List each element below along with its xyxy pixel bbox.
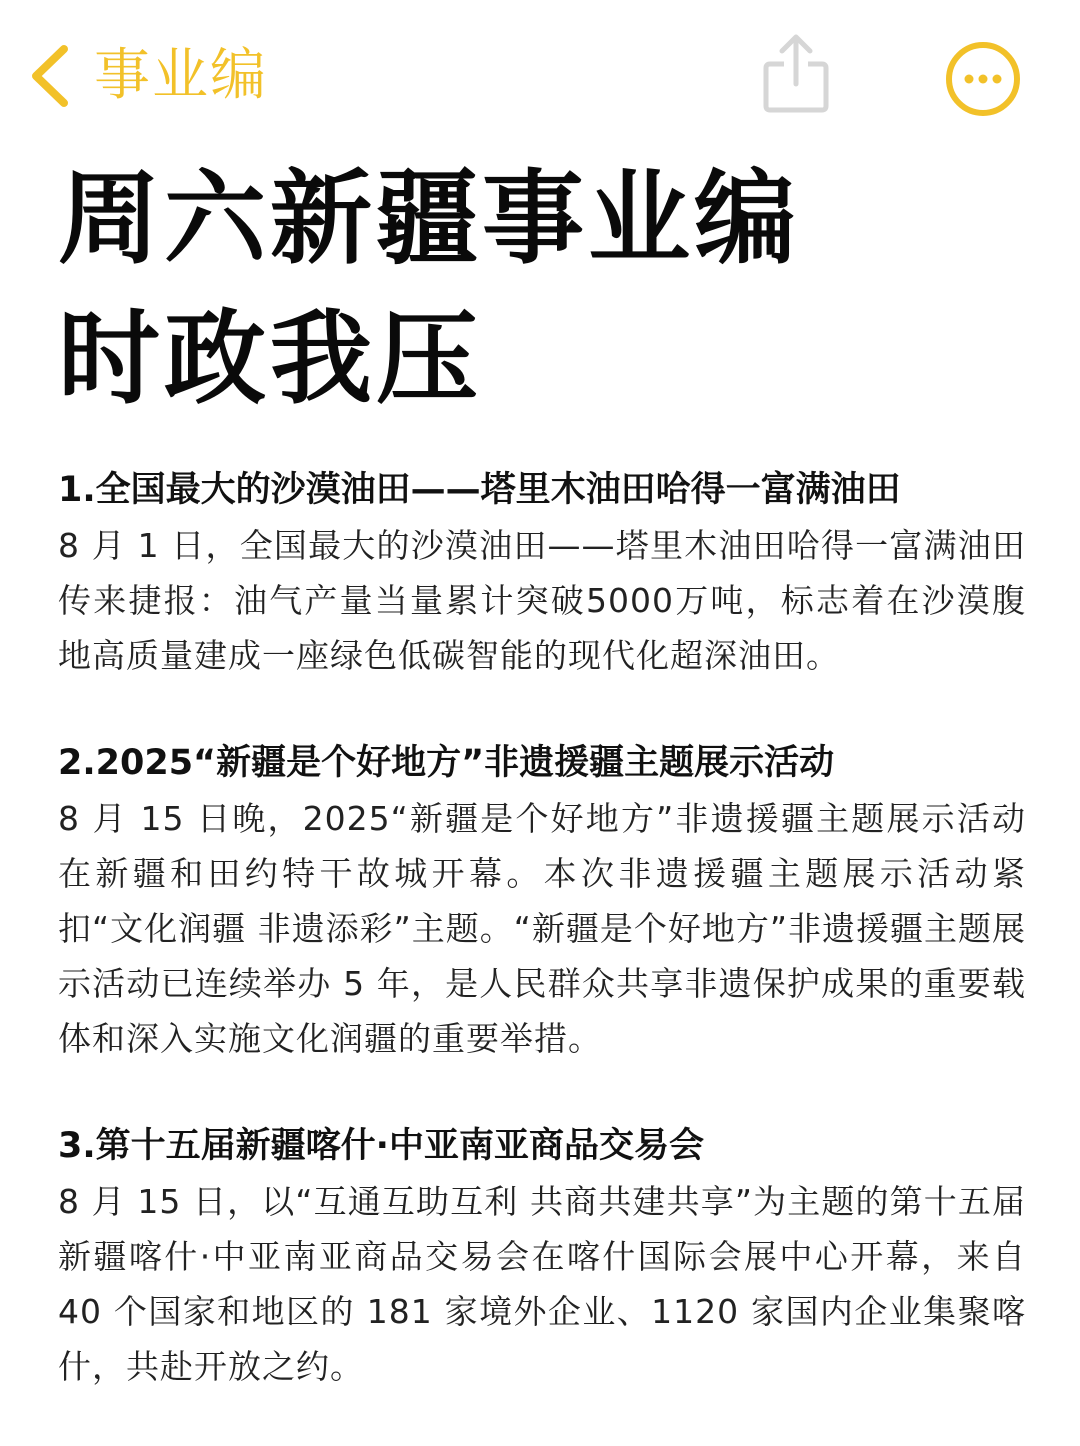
chevron-left-icon <box>28 43 72 109</box>
news-item <box>58 462 1026 683</box>
news-item-body: 8 月 1 日，全国最大的沙漠油田——塔里木油田哈得一富满油田传来捷报：油气产量当量累计突破5000万吨，标志着在沙漠腹地高质量建成一座绿色低碳智能的现代化超深油田。 <box>58 526 1026 675</box>
back-button[interactable] <box>28 38 268 114</box>
back-label: 事业编 <box>94 43 268 108</box>
news-item-heading: 2.2025“新疆是个好地方”非遗援疆主题展示活动 <box>58 743 835 783</box>
note-body[interactable] <box>58 462 1026 1446</box>
note-title-line-2: 时政我压 <box>58 300 482 419</box>
more-options-button[interactable] <box>944 40 1022 118</box>
share-icon <box>760 30 832 116</box>
news-item-heading: 1.全国最大的沙漠油田——塔里木油田哈得一富满油田 <box>58 470 901 510</box>
note-title <box>58 150 1018 430</box>
news-item-body: 8 月 15 日，以“互通互助互利 共商共建共享”为主题的第十五届新疆喀什·中亚南亚商品交易会在喀什国际会展中心开幕，来自 40 个国家和地区的 181 家境外企业、1120 家国内企业集聚喀什，共赴开放之约。 <box>58 1182 1026 1386</box>
news-item-body: 8 月 15 日晚，2025“新疆是个好地方”非遗援疆主题展示活动在新疆和田约特干故城开幕。本次非遗援疆主题展示活动紧扣“文化润疆 非遗添彩”主题。“新疆是个好地方”非遗援疆主题展示活动已连续举办 5 年，是人民群众共享非遗保护成果的重要载体和深入实施文化润疆的重要举措。 <box>58 799 1026 1058</box>
share-button[interactable] <box>760 30 832 116</box>
note-title-line-1: 周六新疆事业编 <box>58 160 800 279</box>
news-item-heading: 3.第十五届新疆喀什·中亚南亚商品交易会 <box>58 1126 704 1166</box>
navigation-bar <box>0 0 1080 150</box>
news-item <box>58 1118 1026 1394</box>
news-item <box>58 735 1026 1066</box>
more-icon <box>944 40 1022 118</box>
